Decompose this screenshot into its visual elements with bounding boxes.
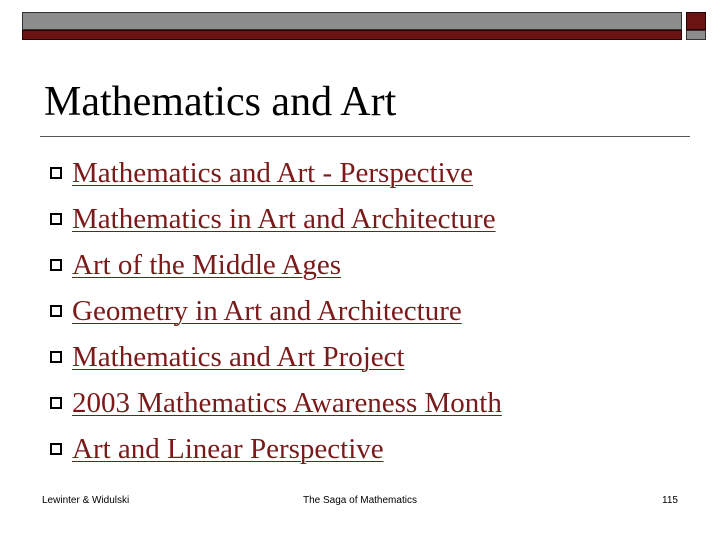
list-item — [50, 150, 502, 196]
list-item — [50, 426, 502, 472]
list-item — [50, 380, 502, 426]
square-bullet-icon — [50, 443, 62, 455]
square-bullet-icon — [50, 351, 62, 363]
link-perspective[interactable]: Mathematics and Art - Perspective — [72, 156, 474, 189]
list-item — [50, 288, 502, 334]
list-item — [50, 242, 502, 288]
square-bullet-icon — [50, 259, 62, 271]
square-bullet-icon — [50, 167, 62, 179]
footer-book-title: The Saga of Mathematics — [303, 495, 417, 506]
header-red-strip — [22, 30, 682, 40]
link-list — [50, 150, 502, 472]
link-awareness-month[interactable]: 2003 Mathematics Awareness Month — [72, 386, 502, 419]
list-item — [50, 334, 502, 380]
header-corner-box — [686, 12, 706, 40]
square-bullet-icon — [50, 397, 62, 409]
list-item — [50, 196, 502, 242]
slide-title: Mathematics and Art — [44, 79, 397, 125]
link-geometry[interactable]: Geometry in Art and Architecture — [72, 294, 462, 327]
header-corner-red — [686, 12, 706, 30]
link-middle-ages[interactable]: Art of the Middle Ages — [72, 248, 342, 281]
title-divider — [40, 136, 690, 137]
square-bullet-icon — [50, 213, 62, 225]
link-linear-perspective[interactable]: Art and Linear Perspective — [72, 432, 384, 465]
header-corner-gray — [686, 30, 706, 40]
header-gray-strip — [22, 12, 682, 30]
footer-authors: Lewinter & Widulski — [42, 495, 130, 506]
header-decoration-bar — [22, 12, 682, 40]
square-bullet-icon — [50, 305, 62, 317]
link-art-project[interactable]: Mathematics and Art Project — [72, 340, 405, 373]
link-art-architecture[interactable]: Mathematics in Art and Architecture — [72, 202, 496, 235]
footer-page-number: 115 — [662, 495, 678, 506]
